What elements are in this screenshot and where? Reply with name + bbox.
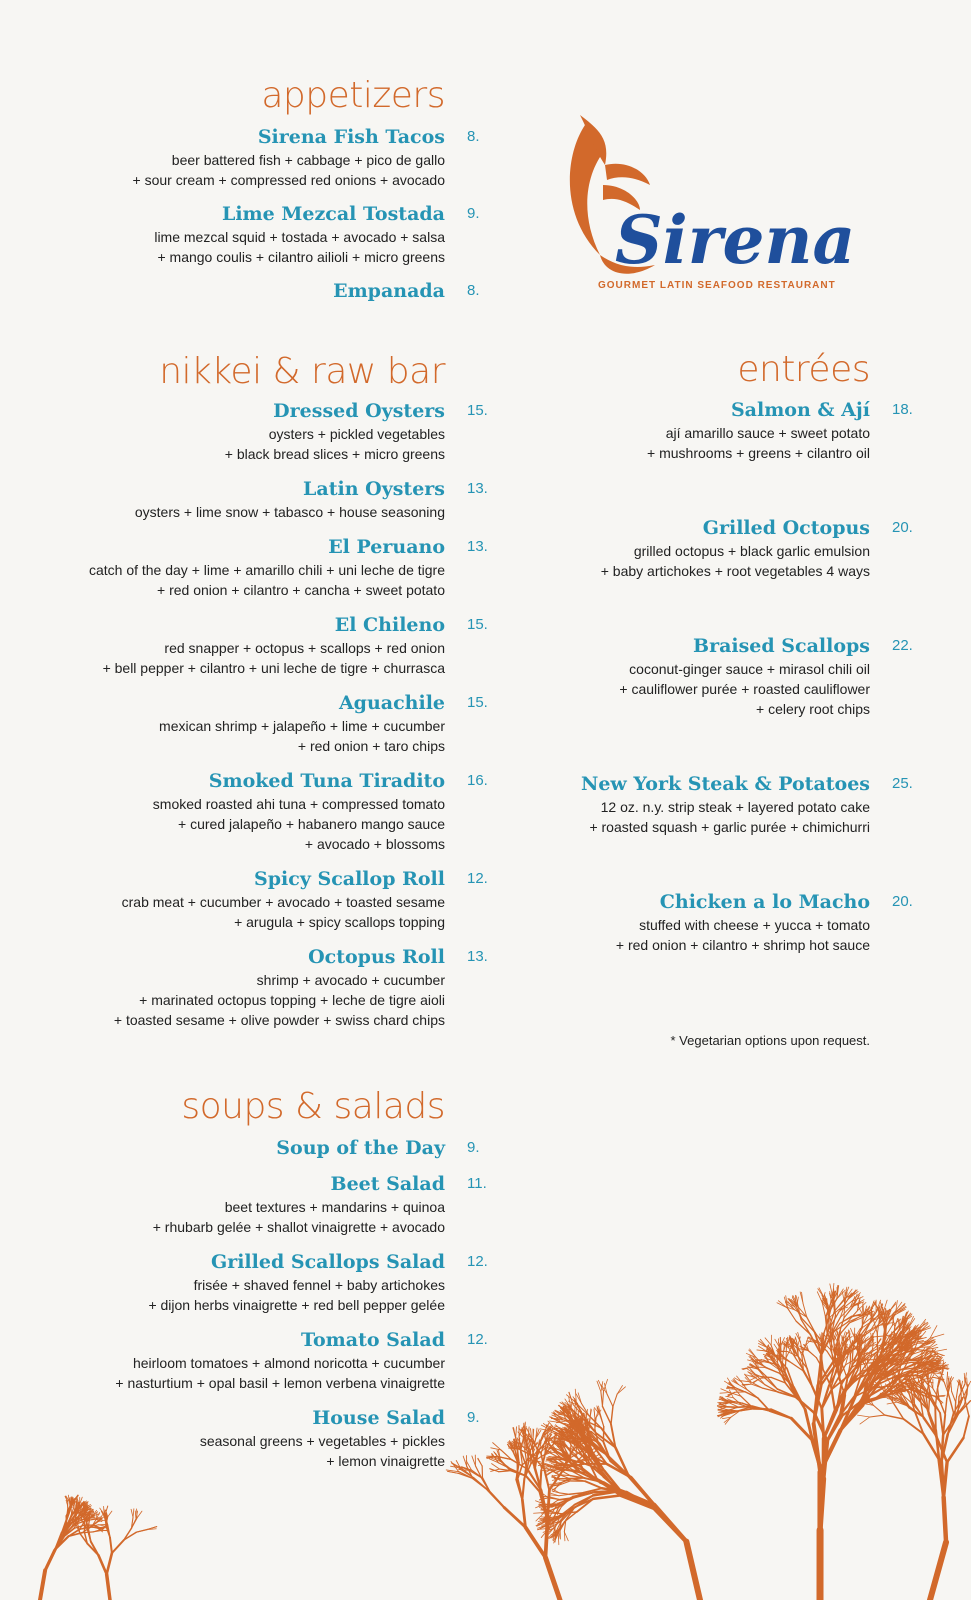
item-desc: oysters + pickled vegetables [268,426,445,442]
item-name: Braised Scallops [693,635,870,657]
nikkei-section [0,351,488,1030]
item-desc: + lemon vinaigrette [326,1453,445,1469]
item-desc: + marinated octopus topping + leche de tigre aioli [139,992,445,1008]
item-desc: + mushrooms + greens + cilantro oil [647,445,870,461]
item-name: House Salad [312,1407,445,1429]
menu-item [540,515,913,581]
item-desc: + bell pepper + cilantro + uni leche de tigre + churrasca [102,660,445,676]
item-name: New York Steak & Potatoes [580,773,870,795]
item-desc: mexican shrimp + jalapeño + lime + cucumber [159,718,445,734]
item-desc: ají amarillo sauce + sweet potato [665,425,870,441]
menu-item [0,201,480,267]
item-desc: beet textures + mandarins + quinoa [224,1199,445,1215]
item-desc: + black bread slices + micro greens [224,446,445,462]
item-name: Soup of the Day [276,1137,445,1159]
item-price: 15. [467,616,488,633]
item-price: 18. [892,401,913,418]
item-name: Octopus Roll [308,946,445,968]
item-desc: + nasturtium + opal basil + lemon verbena vinaigrette [115,1375,445,1391]
item-desc: oysters + lime snow + tabasco + house seasoning [134,504,445,520]
item-price: 22. [892,637,913,654]
menu-item [0,398,488,464]
item-price: 12. [467,1253,488,1270]
menu-item [0,866,488,932]
item-desc: + roasted squash + garlic purée + chimichurri [589,819,870,835]
item-desc: + rhubarb gelée + shallot vinaigrette + avocado [152,1219,445,1235]
item-desc: red snapper + octopus + scallops + red onion [164,640,445,656]
vegetarian-note: * Vegetarian options upon request. [670,1033,870,1048]
item-desc: + dijon herbs vinaigrette + red bell pepper gelée [148,1297,445,1313]
item-name: Sirena Fish Tacos [257,126,445,148]
item-desc: shrimp + avocado + cucumber [256,972,445,988]
sirena-logo [545,105,885,305]
item-desc: grilled octopus + black garlic emulsion [633,543,870,559]
menu-item [540,771,913,837]
appetizers-title: appetizers [261,75,445,116]
menu-item [0,534,488,600]
item-price: 15. [467,694,488,711]
item-name: El Peruano [328,536,445,558]
item-name: Spicy Scallop Roll [254,868,445,890]
item-name: Latin Oysters [303,478,445,500]
menu-item [0,476,488,522]
item-name: Beet Salad [330,1173,445,1195]
item-desc: seasonal greens + vegetables + pickles [199,1433,445,1449]
item-price: 20. [892,519,913,536]
menu-item [0,124,480,190]
item-desc: + cauliflower purée + roasted cauliflower [619,681,870,697]
item-desc: + toasted sesame + olive powder + swiss chard chips [113,1012,445,1028]
item-desc: + red onion + taro chips [297,738,445,754]
item-desc: + arugula + spicy scallops topping [234,914,445,930]
item-name: Salmon & Ají [730,399,870,421]
item-price: 12. [467,1331,488,1348]
item-price: 16. [467,772,488,789]
item-price: 13. [467,480,488,497]
entrees-section [540,349,913,955]
item-desc: crab meat + cucumber + avocado + toasted sesame [121,894,445,910]
item-price: 9. [467,205,480,222]
item-price: 20. [892,893,913,910]
item-price: 13. [467,538,488,555]
item-desc: smoked roasted ahi tuna + compressed tomato [152,796,445,812]
item-desc: + celery root chips [756,701,870,717]
item-name: Dressed Oysters [273,400,445,422]
item-name: El Chileno [334,614,445,636]
item-name: Grilled Scallops Salad [210,1251,445,1273]
item-name: Grilled Octopus [702,517,870,539]
coral-decoration-icon [0,1050,971,1600]
item-desc: coconut-ginger sauce + mirasol chili oil [629,661,870,677]
item-desc: + red onion + cilantro + cancha + sweet potato [157,582,445,598]
item-desc: + cured jalapeño + habanero mango sauce [178,816,445,832]
item-desc: heirloom tomatoes + almond noricotta + cucumber [132,1355,445,1371]
appetizers-section [0,75,480,304]
entrees-title: entrées [737,349,870,390]
item-desc: + baby artichokes + root vegetables 4 ways [600,563,870,579]
menu-item [0,690,488,756]
item-desc: beer battered fish + cabbage + pico de gallo [171,152,445,168]
item-price: 25. [892,775,913,792]
menu-item [0,944,488,1030]
menu-item [540,889,913,955]
item-desc: frisée + shaved fennel + baby artichokes [193,1277,445,1293]
menu-item [0,278,480,304]
menu-item [540,633,913,719]
menu-item [540,397,913,463]
item-price: 9. [467,1139,480,1156]
item-price: 13. [467,948,488,965]
item-name: Tomato Salad [301,1329,445,1351]
item-name: Smoked Tuna Tiradito [208,770,445,792]
item-price: 11. [467,1175,487,1192]
menu-item [0,768,488,854]
item-price: 8. [467,282,480,299]
item-price: 12. [467,870,488,887]
item-desc: + mango coulis + cilantro ailioli + micro greens [157,249,445,265]
logo-tagline: GOURMET LATIN SEAFOOD RESTAURANT [598,280,836,291]
item-name: Aguachile [338,692,445,714]
soups-title: soups & salads [181,1086,445,1127]
item-name: Chicken a lo Macho [659,891,870,913]
item-desc: 12 oz. n.y. strip steak + layered potato cake [600,799,870,815]
item-desc: + red onion + cilantro + shrimp hot sauce [615,937,870,953]
item-name: Lime Mezcal Tostada [221,203,445,225]
nikkei-title: nikkei & raw bar [159,351,445,392]
item-desc: lime mezcal squid + tostada + avocado + salsa [154,229,445,245]
item-name: Empanada [333,280,445,302]
item-desc: + avocado + blossoms [304,836,445,852]
item-desc: + sour cream + compressed red onions + avocado [132,172,445,188]
item-price: 9. [467,1409,480,1426]
menu-item [0,612,488,678]
logo-wordmark: Sirena [615,201,856,279]
item-desc: stuffed with cheese + yucca + tomato [639,917,870,933]
item-price: 15. [467,402,488,419]
item-desc: catch of the day + lime + amarillo chili + uni leche de tigre [88,562,445,578]
item-price: 8. [467,128,480,145]
